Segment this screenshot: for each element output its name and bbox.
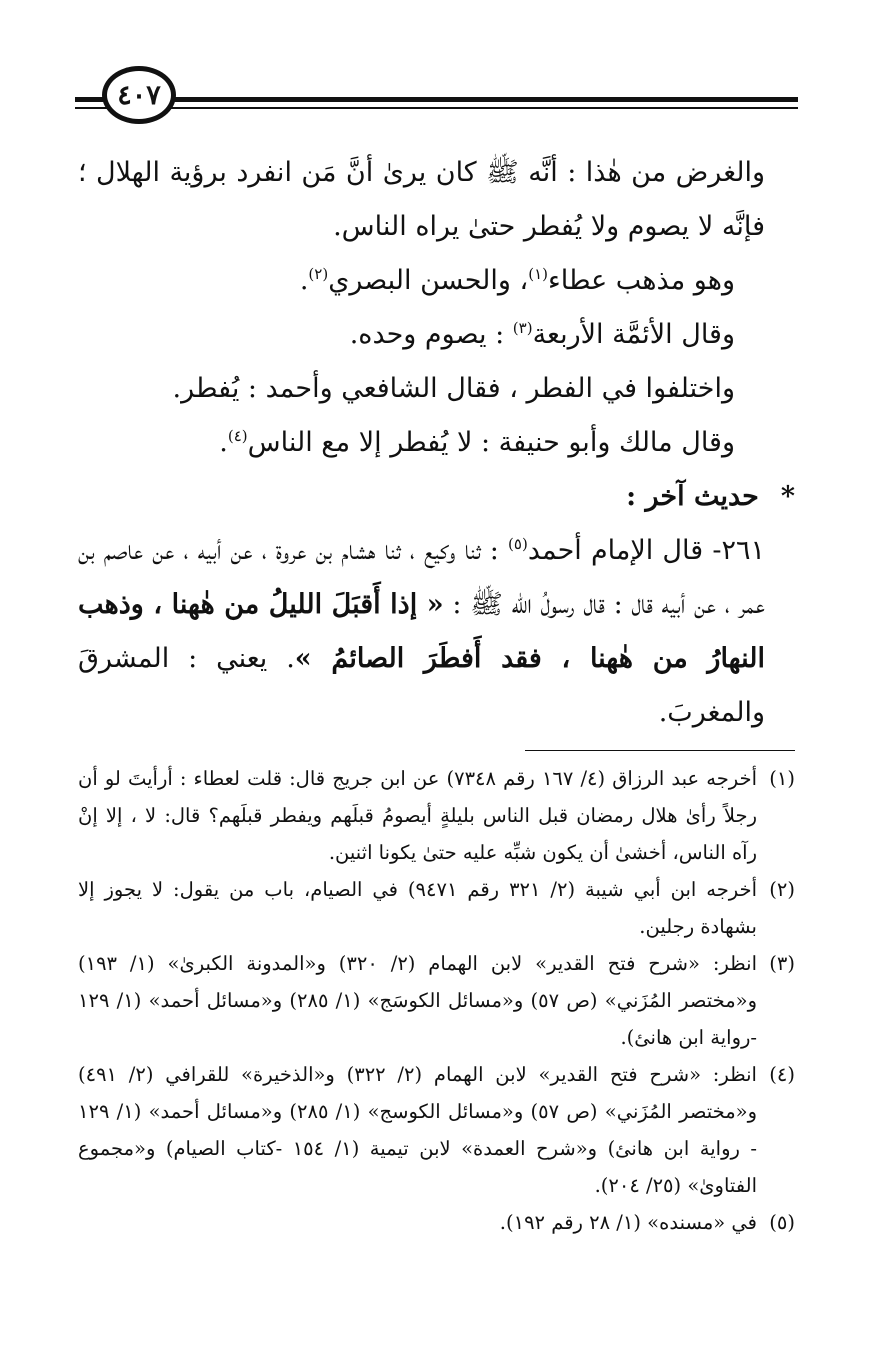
header-rule-thick <box>75 97 798 102</box>
paragraph: واختلفوا في الفطر ، فقال الشافعي وأحمد : يُفطر. <box>172 373 735 404</box>
footnote-ref: (٣) <box>512 319 533 337</box>
paragraph: وقال مالك وأبو حنيفة : لا يُفطر إلا مع الناس$^{(٤)}$. <box>219 427 735 458</box>
footnote-number: (٤) <box>769 1063 795 1086</box>
paragraph: وهو مذهب عطاء$^{(١)}$، والحسن البصري$^{(٢)}$. <box>299 265 735 296</box>
paragraph: والغرض من هٰذا : أنَّه ﷺ كان يرىٰ أنَّ مَن انفرد برؤية الهلال ؛ فإنَّه لا يصوم ولا يُفطر حتىٰ يراه الناس. <box>78 157 765 242</box>
footnote-separator <box>525 750 795 751</box>
footnote <box>78 760 795 871</box>
footnote-ref: (٤) <box>227 427 248 445</box>
footnote-ref: (٥) <box>508 535 528 553</box>
footnote-ref: (٢) <box>308 265 329 283</box>
header-rule-thin <box>75 107 798 109</box>
footnote-text: انظر: «شرح فتح القدير» لابن الهمام (٢/ ٣٢٠) و«المدونة الكبرىٰ» (١/ ١٩٣) و«مختصر المُزَني» (ص ٥٧) و«مسائل الكوسَج» (١/ ٢٨٥) و«مسائل أحمد» (١/ ١٢٩ -رواية ابن هانئ). <box>78 952 757 1049</box>
footnote <box>78 945 795 1056</box>
footnote-number: (٣) <box>769 952 795 975</box>
page-header <box>0 0 873 140</box>
footnote-text: انظر: «شرح فتح القدير» لابن الهمام (٢/ ٣٢٢) و«الذخيرة» للقرافي (٢/ ٤٩١) و«مختصر المُزَني» (ص ٥٧) و«مسائل الكوسج» (١/ ٢٨٥) و«مسائل أحمد» (١/ ١٢٩ - رواية ابن هانئ) و«شرح العمدة» لابن تيمية (١/ ١٥٤ -كتاب الصيام) و«مجموع الفتاوىٰ» (٢٥/ ٢٠٤). <box>78 1063 757 1197</box>
footnote-text: أخرجه ابن أبي شيبة (٢/ ٣٢١ رقم ٩٤٧١) في الصيام، باب من يقول: لا يجوز إلا بشهادة رجلين. <box>78 878 757 938</box>
section-heading: *حديث آخر : <box>78 470 795 524</box>
star-icon: * <box>780 481 795 512</box>
footnote <box>78 1056 795 1204</box>
hadith-paragraph: ٢٦١- قال الإمام أحمد$^{(٥)}$ : ثنا وكيع ، ثنا هشام بن عروة ، عن أبيه ، عن عاصم بن عمر ، عن أبيه قال : قال رسولُ الله ﷺ : « إذا أَقبَلَ الليلُ من هٰهنا ، وذهب النهارُ من هٰهنا ، فقد أَفطَرَ الصائمُ ». يعني : المشرقَ والمغربَ. <box>78 535 765 728</box>
footnote-ref: (١) <box>528 265 549 283</box>
hadith-quote: « إذا أَقبَلَ الليلُ من هٰهنا ، وذهب النهارُ من هٰهنا ، فقد أَفطَرَ الصائمُ » <box>78 589 765 674</box>
footnote <box>78 1204 795 1241</box>
footnote-text: أخرجه عبد الرزاق (٤/ ١٦٧ رقم ٧٣٤٨) عن ابن جريج قال: قلت لعطاء : أرأيتَ لو أن رجلاً رأىٰ هلال رمضان قبل الناس بليلةٍ أيصومُ قبلَهم ويفطر قبلَهم؟ قال: لا ، إلا إنْ رآه الناس، أخشىٰ أن يكون شبِّه عليه حتىٰ يكونا اثنين. <box>78 767 757 864</box>
footnote-number: (١) <box>769 767 795 790</box>
footnote <box>78 871 795 945</box>
footnotes <box>78 760 795 1241</box>
footnote-text: في «مسنده» (١/ ٢٨ رقم ١٩٢). <box>499 1211 757 1234</box>
page-number: ٤٠٧ <box>102 66 176 124</box>
footnote-number: (٢) <box>769 878 795 901</box>
footnote-number: (٥) <box>769 1211 795 1234</box>
paragraph: وقال الأئمَّة الأربعة$^{(٣)}$ : يصوم وحده. <box>349 319 735 350</box>
main-text <box>78 146 795 740</box>
